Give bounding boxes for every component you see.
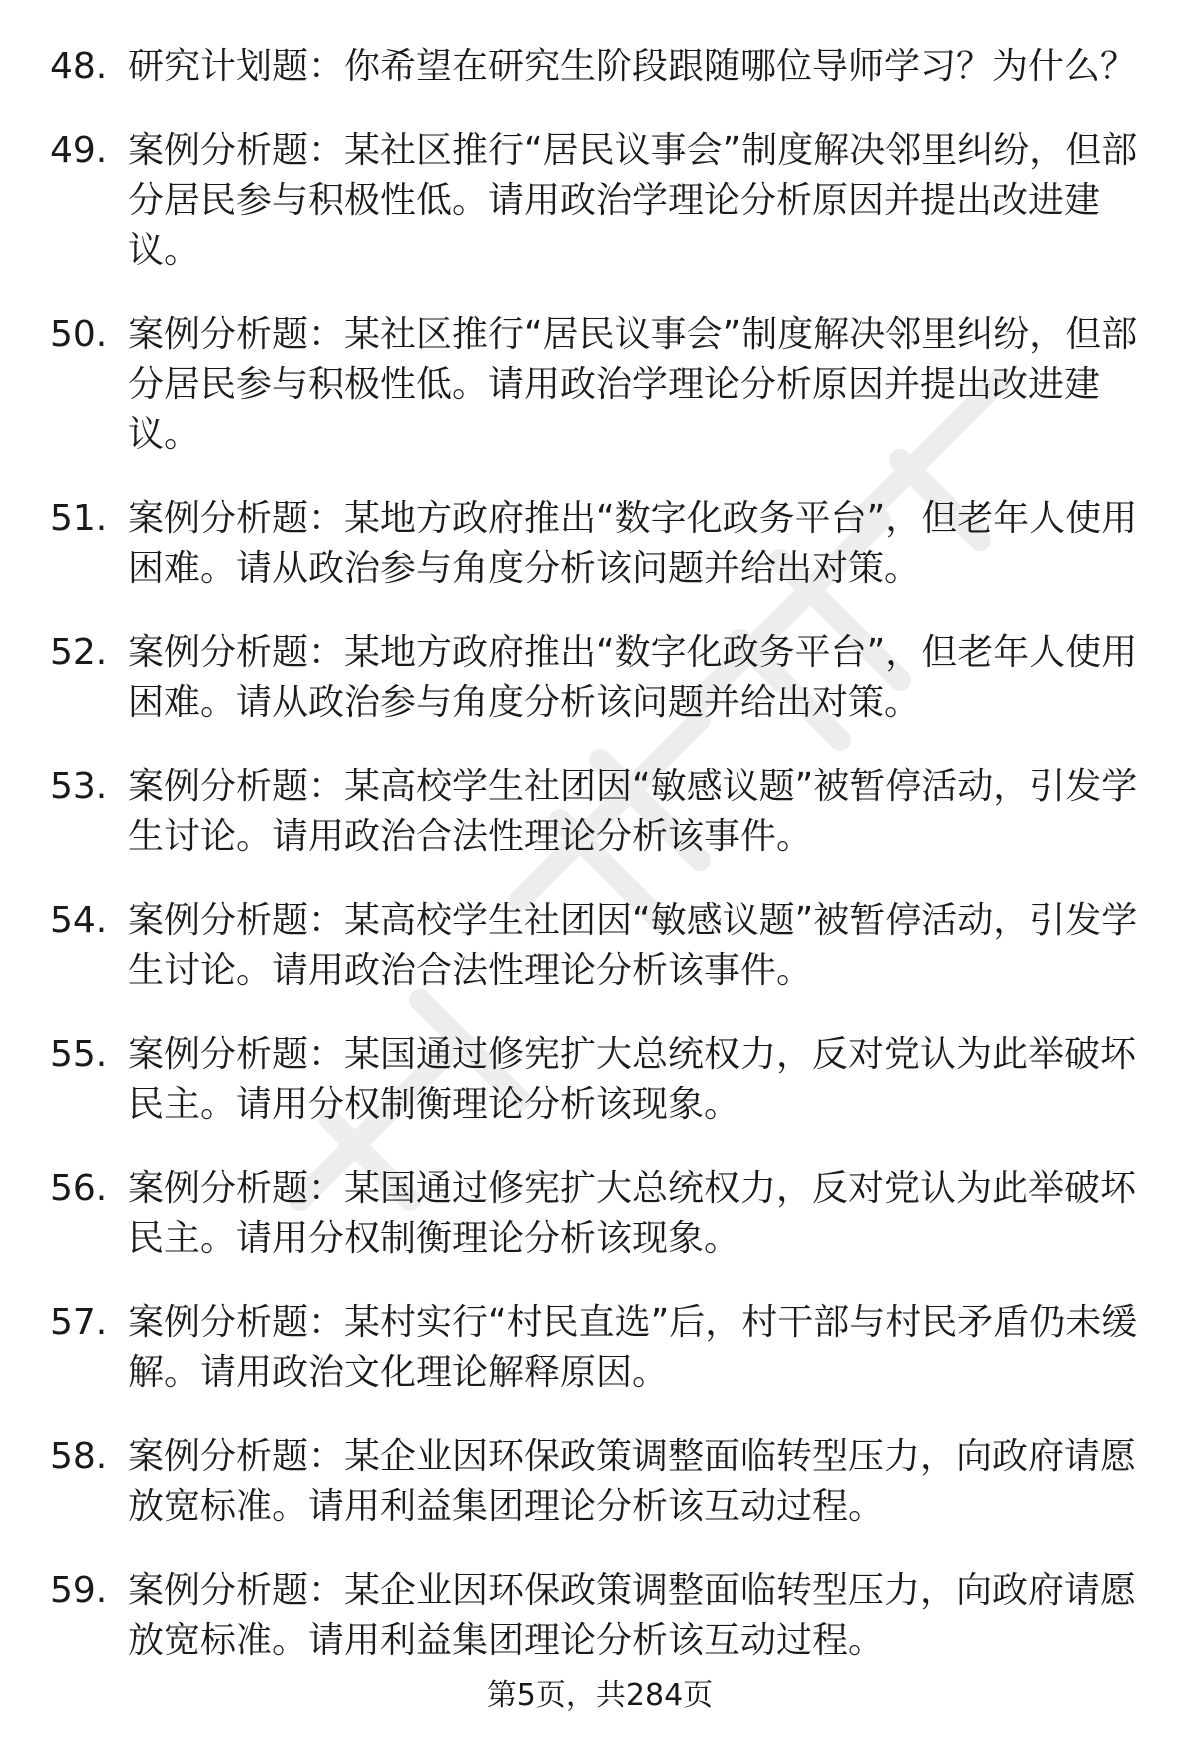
- question-number: 51.: [50, 498, 108, 539]
- question-number: 50.: [50, 314, 108, 355]
- question-item: [0, 628, 1200, 728]
- question-number: 49.: [50, 130, 108, 171]
- question-number: 55.: [50, 1034, 108, 1075]
- question-text: 案例分析题：某企业因环保政策调整面临转型压力，向政府请愿放宽标准。请用利益集团理论分析该互动过程。: [128, 1436, 1137, 1527]
- question-number: 59.: [50, 1570, 108, 1611]
- question-number: 58.: [50, 1436, 108, 1477]
- question-item: [0, 896, 1200, 996]
- question-list: [0, 42, 1200, 1700]
- question-text: 案例分析题：某企业因环保政策调整面临转型压力，向政府请愿放宽标准。请用利益集团理论分析该互动过程。: [128, 1570, 1137, 1661]
- question-number: 48.: [50, 46, 108, 87]
- question-item: [0, 1164, 1200, 1264]
- question-number: 52.: [50, 632, 108, 673]
- question-number: 56.: [50, 1168, 108, 1209]
- question-text: 案例分析题：某社区推行“居民议事会”制度解决邻里纠纷，但部分居民参与积极性低。请用政治学理论分析原因并提出改进建议。: [128, 314, 1138, 455]
- question-item: [0, 1030, 1200, 1130]
- question-text: 案例分析题：某高校学生社团因“敏感议题”被暂停活动，引发学生讨论。请用政治合法性理论分析该事件。: [128, 900, 1138, 991]
- question-text: 研究计划题：你希望在研究生阶段跟随哪位导师学习？为什么？: [128, 46, 1137, 87]
- question-item: [0, 1432, 1200, 1532]
- question-text: 案例分析题：某村实行“村民直选”后，村干部与村民矛盾仍未缓解。请用政治文化理论解释原因。: [128, 1302, 1138, 1393]
- question-text: 案例分析题：某国通过修宪扩大总统权力，反对党认为此举破坏民主。请用分权制衡理论分析该现象。: [128, 1168, 1137, 1259]
- question-text: 案例分析题：某国通过修宪扩大总统权力，反对党认为此举破坏民主。请用分权制衡理论分析该现象。: [128, 1034, 1137, 1125]
- question-item: [0, 494, 1200, 594]
- question-number: 57.: [50, 1302, 108, 1343]
- question-text: 案例分析题：某社区推行“居民议事会”制度解决邻里纠纷，但部分居民参与积极性低。请用政治学理论分析原因并提出改进建议。: [128, 130, 1138, 271]
- question-item: [0, 310, 1200, 460]
- question-text: 案例分析题：某高校学生社团因“敏感议题”被暂停活动，引发学生讨论。请用政治合法性理论分析该事件。: [128, 766, 1138, 857]
- page-footer: 第5页，共284页: [486, 1678, 714, 1713]
- question-text: 案例分析题：某地方政府推出“数字化政务平台”，但老年人使用困难。请从政治参与角度分析该问题并给出对策。: [128, 632, 1138, 723]
- question-number: 53.: [50, 766, 108, 807]
- question-item: [0, 126, 1200, 276]
- question-item: [0, 1566, 1200, 1666]
- question-text: 案例分析题：某地方政府推出“数字化政务平台”，但老年人使用困难。请从政治参与角度分析该问题并给出对策。: [128, 498, 1138, 589]
- question-item: [0, 1298, 1200, 1398]
- question-item: [0, 42, 1200, 92]
- question-number: 54.: [50, 900, 108, 941]
- question-item: [0, 762, 1200, 862]
